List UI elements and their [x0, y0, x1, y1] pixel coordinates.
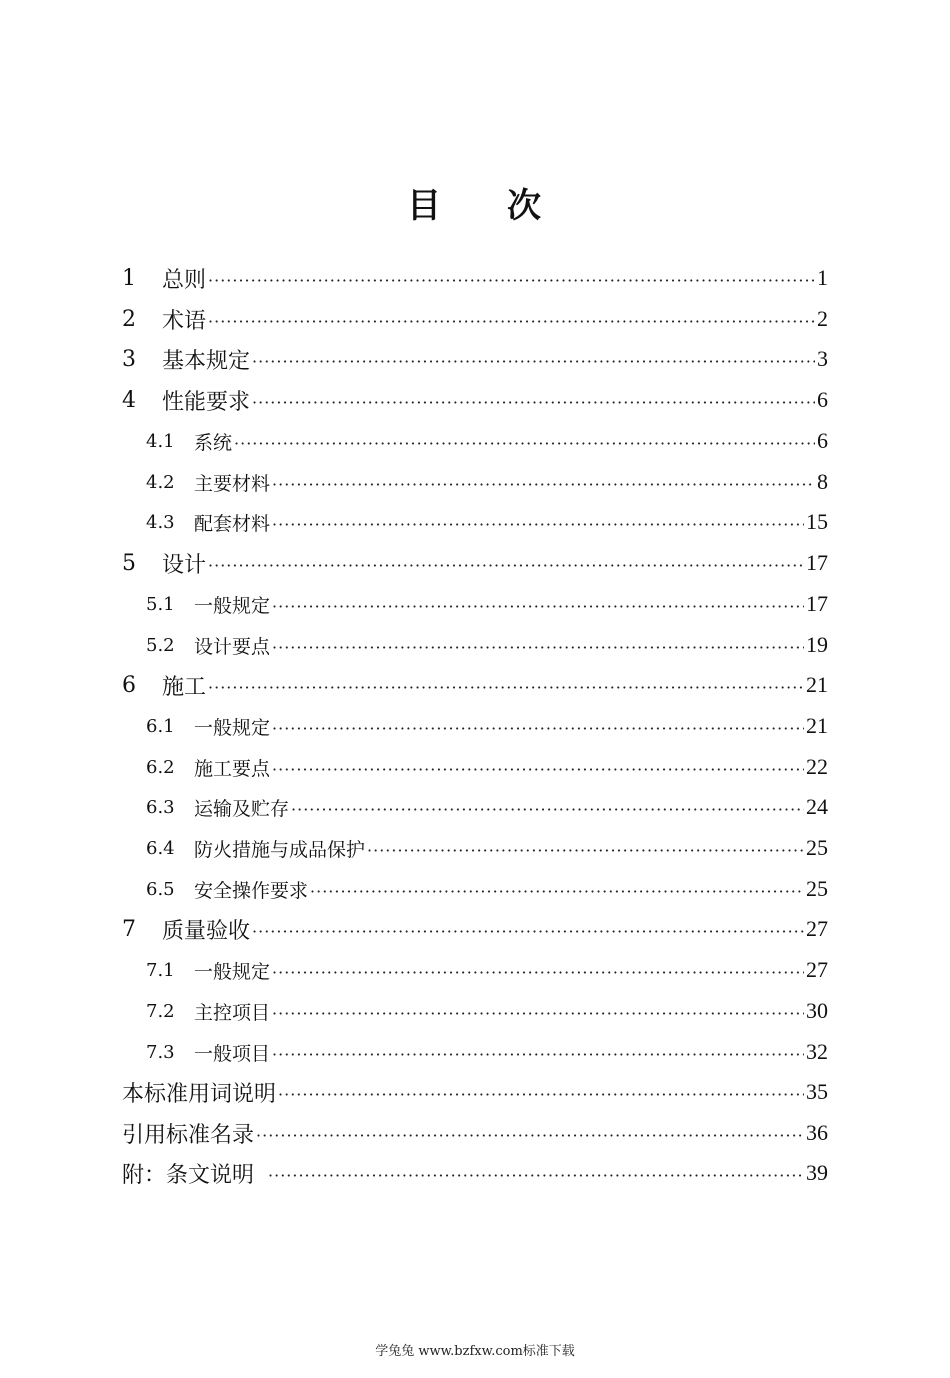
- toc-entry-label: 一般规定: [194, 716, 271, 739]
- toc-entry-page-number: 25: [806, 876, 828, 901]
- title-char-left: 目: [407, 186, 443, 226]
- toc-entry-label: 配套材料: [194, 512, 271, 535]
- toc-entry-page-number: 6: [817, 428, 828, 453]
- toc-leader-dots: [278, 1085, 804, 1104]
- toc-entry-label: 本标准用词说明: [122, 1081, 277, 1107]
- toc-entry-label: 施工要点: [194, 757, 271, 780]
- toc-entry[interactable]: [122, 339, 828, 379]
- toc-entry[interactable]: [122, 747, 828, 787]
- toc-entry-number: 6.3: [146, 796, 175, 818]
- toc-entry-label: 总则: [162, 267, 207, 293]
- toc-entry-page-number: 15: [806, 509, 828, 534]
- page-footer: 学兔兔 www.bzfxw.com标准下载: [375, 1344, 575, 1359]
- toc-entry[interactable]: [122, 869, 828, 909]
- toc-entry[interactable]: [122, 1072, 828, 1112]
- toc-entry-label: 运输及贮存: [194, 797, 290, 820]
- toc-entry-page-number: 24: [806, 794, 828, 819]
- toc-leader-dots: [272, 597, 804, 616]
- toc-entry-label: 安全操作要求: [194, 879, 309, 902]
- toc-entry-page-number: 21: [806, 713, 828, 738]
- toc-leader-dots: [310, 882, 804, 901]
- toc-entry[interactable]: [122, 950, 828, 990]
- toc-entry[interactable]: [122, 665, 828, 705]
- toc-entry-number: 4: [122, 387, 136, 413]
- toc-entry-page-number: 6: [817, 387, 828, 412]
- title-char-right: 次: [507, 186, 543, 226]
- toc-leader-dots: [252, 352, 815, 371]
- toc-leader-dots: [208, 556, 804, 575]
- toc-entry-number: 1: [122, 265, 136, 291]
- toc-leader-dots: [272, 1004, 804, 1023]
- toc-entry-page-number: 39: [806, 1160, 828, 1185]
- toc-entry-label: 一般规定: [194, 594, 271, 617]
- toc-leader-dots: [367, 841, 804, 860]
- toc-entry-label: 主要材料: [194, 472, 271, 495]
- toc-entry-page-number: 22: [806, 754, 828, 779]
- toc-entry-page-number: 30: [806, 998, 828, 1023]
- toc-entry[interactable]: [122, 258, 828, 298]
- toc-leader-dots: [234, 434, 815, 453]
- toc-entry-number: 6.5: [146, 878, 175, 900]
- toc-entry[interactable]: [122, 787, 828, 827]
- toc-entry-label: 附：条文说明: [122, 1162, 255, 1188]
- toc-entry[interactable]: [122, 462, 828, 502]
- toc-entry[interactable]: [122, 584, 828, 624]
- toc-entry-number: 5.1: [146, 593, 175, 615]
- toc-entry[interactable]: [122, 380, 828, 420]
- toc-leader-dots: [272, 515, 804, 534]
- toc-entry[interactable]: [122, 1032, 828, 1072]
- toc-leader-dots: [272, 638, 804, 657]
- toc-entry-number: 6.1: [146, 715, 175, 737]
- toc-entry-number: 6.2: [146, 756, 175, 778]
- toc-entry-label: 质量验收: [162, 918, 251, 944]
- toc-leader-dots: [208, 312, 815, 331]
- toc-leader-dots: [208, 678, 804, 697]
- toc-leader-dots: [208, 271, 815, 290]
- toc-leader-dots: [272, 963, 804, 982]
- toc-entry-page-number: 2: [817, 306, 828, 331]
- toc-leader-dots: [252, 393, 815, 412]
- toc-entry-label: 主控项目: [194, 1001, 271, 1024]
- toc-entry[interactable]: [122, 502, 828, 542]
- toc-entry-label: 基本规定: [162, 348, 251, 374]
- toc-entry-number: 3: [122, 346, 136, 372]
- toc-entry-number: 4.3: [146, 511, 175, 533]
- toc-entry[interactable]: [122, 625, 828, 665]
- toc-leader-dots: [268, 1166, 804, 1185]
- toc-entry-page-number: 17: [806, 591, 828, 616]
- toc-leader-dots: [272, 760, 804, 779]
- toc-entry-number: 7.1: [146, 959, 175, 981]
- toc-entry-label: 术语: [162, 308, 207, 334]
- toc-entry-page-number: 25: [806, 835, 828, 860]
- toc-entry-page-number: 35: [806, 1079, 828, 1104]
- toc-entry[interactable]: [122, 991, 828, 1031]
- page-title: [0, 178, 950, 227]
- toc-entry-number: 7: [122, 916, 136, 942]
- toc-entry-page-number: 36: [806, 1120, 828, 1145]
- toc-entry-page-number: 19: [806, 632, 828, 657]
- toc-entry-page-number: 8: [817, 469, 828, 494]
- toc-leader-dots: [272, 475, 815, 494]
- toc-entry[interactable]: [122, 543, 828, 583]
- toc-entry-page-number: 27: [806, 957, 828, 982]
- toc-entry-label: 引用标准名录: [122, 1122, 255, 1148]
- toc-entry-page-number: 32: [806, 1039, 828, 1064]
- toc-entry-number: 4.1: [146, 430, 175, 452]
- toc-entry-number: 4.2: [146, 471, 175, 493]
- toc-entry[interactable]: [122, 1153, 828, 1193]
- toc-entry-page-number: 21: [806, 672, 828, 697]
- toc-entry-label: 施工: [162, 674, 207, 700]
- toc-entry-page-number: 3: [817, 346, 828, 371]
- toc-entry-number: 2: [122, 306, 136, 332]
- toc-entry-page-number: 17: [806, 550, 828, 575]
- toc-entry[interactable]: [122, 706, 828, 746]
- toc-entry[interactable]: [122, 299, 828, 339]
- toc-entry-page-number: 1: [817, 265, 828, 290]
- toc-entry-number: 7.2: [146, 1000, 175, 1022]
- toc-entry-label: 一般项目: [194, 1042, 271, 1065]
- toc-leader-dots: [256, 1126, 804, 1145]
- toc-leader-dots: [272, 1045, 804, 1064]
- toc-entry[interactable]: [122, 1113, 828, 1153]
- toc-entry-label: 设计要点: [194, 635, 271, 658]
- toc-entry-number: 7.3: [146, 1041, 175, 1063]
- toc-entry[interactable]: [122, 828, 828, 868]
- toc-entry-label: 一般规定: [194, 960, 271, 983]
- toc-entry-number: 5.2: [146, 634, 175, 656]
- toc-entry[interactable]: [122, 421, 828, 461]
- toc-entry-label: 设计: [162, 552, 207, 578]
- toc-entry-number: 6.4: [146, 837, 175, 859]
- toc-entry[interactable]: [122, 909, 828, 949]
- toc-leader-dots: [291, 800, 804, 819]
- toc-leader-dots: [252, 922, 804, 941]
- toc-entry-number: 6: [122, 672, 136, 698]
- toc-entry-label: 防火措施与成品保护: [194, 838, 366, 861]
- toc-leader-dots: [272, 719, 804, 738]
- toc-entry-page-number: 27: [806, 916, 828, 941]
- toc-entry-number: 5: [122, 550, 136, 576]
- toc-entry-label: 系统: [194, 431, 233, 454]
- toc-entry-label: 性能要求: [162, 389, 251, 415]
